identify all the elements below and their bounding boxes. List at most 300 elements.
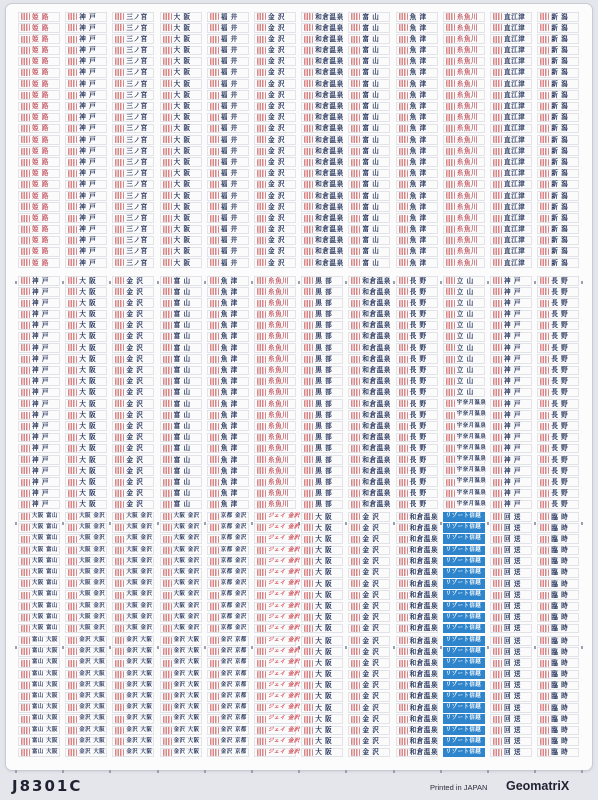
decal-strip: [112, 276, 154, 286]
printed-in-label: Printed in JAPAN: [430, 783, 488, 792]
destination-label: ジェイ 金沢: [268, 704, 300, 711]
stripe-mark-icon: [304, 248, 313, 255]
destination-label: 金 沢: [126, 343, 144, 352]
destination-label: 新 潟: [551, 12, 569, 21]
decal-strip: [18, 534, 60, 544]
decal-strip: [490, 444, 532, 454]
stripe-mark-icon: [493, 288, 502, 295]
destination-label: 和倉温泉: [409, 546, 438, 555]
destination-label: 和倉温泉: [362, 455, 391, 464]
stripe-mark-icon: [446, 136, 455, 143]
stripe-mark-icon: [68, 423, 77, 430]
decal-strip: [490, 647, 532, 657]
destination-label: 和倉温泉: [409, 726, 438, 734]
decal-strip: [301, 455, 343, 465]
decal-strip: [301, 276, 343, 286]
stripe-mark-icon: [257, 356, 266, 363]
destination-label: 糸魚川: [456, 57, 479, 66]
destination-label: 神 戸: [79, 46, 97, 55]
decal-strip: [537, 636, 579, 646]
decal-column: [207, 636, 249, 759]
stripe-mark-icon: [493, 125, 502, 132]
stripe-mark-icon: [21, 170, 30, 177]
destination-label: 長 野: [409, 433, 427, 442]
destination-label: 直江津: [504, 46, 526, 55]
decal-column: [65, 12, 107, 269]
stripe-mark-icon: [257, 625, 266, 632]
destination-label: 新 潟: [551, 157, 569, 166]
stripe-mark-icon: [446, 192, 455, 199]
stripe-mark-icon: [68, 378, 77, 385]
destination-label: 神 戸: [504, 466, 521, 475]
stripe-mark-icon: [304, 558, 313, 565]
decal-strip: [18, 90, 60, 100]
decal-strip: [18, 202, 60, 212]
stripe-mark-icon: [540, 603, 549, 610]
destination-label: ジェイ 金沢: [268, 637, 300, 644]
decal-column: [254, 276, 296, 511]
decal-strip: [490, 692, 532, 702]
decal-column: [207, 512, 249, 635]
decal-strip: [112, 703, 154, 713]
registration-tick: [440, 770, 442, 773]
destination-label: 長 野: [409, 287, 427, 296]
stripe-mark-icon: [21, 215, 30, 222]
decal-strip: [207, 180, 249, 190]
stripe-mark-icon: [68, 148, 77, 155]
decal-strip: [396, 191, 438, 201]
stripe-mark-icon: [540, 311, 549, 318]
stripe-mark-icon: [210, 423, 219, 430]
destination-label: 和倉温泉: [362, 399, 391, 408]
decal-strip: [160, 602, 202, 612]
stripe-mark-icon: [540, 136, 549, 143]
destination-label: 金沢 大阪: [126, 670, 153, 677]
stripe-mark-icon: [399, 660, 408, 667]
destination-label: 宇奈月温泉: [456, 500, 487, 507]
stripe-mark-icon: [304, 367, 313, 374]
destination-label: 金沢 大阪: [79, 681, 106, 688]
stripe-mark-icon: [163, 259, 172, 266]
decal-strip: [537, 23, 579, 33]
stripe-mark-icon: [493, 367, 502, 374]
destination-label: 魚 津: [409, 90, 427, 99]
stripe-mark-icon: [351, 501, 360, 508]
decal-strip: [112, 225, 154, 235]
destination-label: 大 阪: [315, 523, 333, 532]
destination-label: 大 阪: [79, 455, 97, 464]
decal-strip: [443, 433, 485, 443]
decal-strip: [254, 180, 296, 190]
decal-strip: [207, 247, 249, 257]
destination-label: 金 沢: [362, 534, 380, 543]
stripe-mark-icon: [68, 660, 77, 667]
decal-strip: [490, 90, 532, 100]
destination-label: 糸魚川: [268, 489, 290, 498]
decal-strip: [396, 247, 438, 257]
destination-label: 大阪 金沢: [173, 602, 200, 609]
destination-label: 神 戸: [504, 377, 521, 386]
stripe-mark-icon: [540, 125, 549, 132]
destination-label: 神 戸: [32, 321, 49, 330]
decal-strip: [490, 636, 532, 646]
destination-label: 金 沢: [268, 124, 285, 133]
decal-strip: [160, 102, 202, 112]
decal-strip: [396, 455, 438, 465]
decal-strip: [65, 124, 107, 134]
decal-strip: [112, 523, 154, 533]
stripe-mark-icon: [21, 423, 30, 430]
stripe-mark-icon: [257, 181, 266, 188]
destination-label: 和倉温泉: [409, 748, 438, 757]
destination-label: 大阪 金沢: [173, 580, 200, 587]
destination-label: 神 戸: [32, 377, 49, 386]
destination-label: 大 阪: [315, 658, 333, 667]
stripe-mark-icon: [446, 367, 455, 374]
decal-strip: [18, 388, 60, 398]
decal-strip: [537, 523, 579, 533]
stripe-mark-icon: [21, 237, 30, 244]
destination-label: 糸魚川: [456, 68, 479, 77]
destination-label: 大阪 富山: [32, 624, 58, 631]
decal-strip: [254, 298, 296, 308]
destination-label: 和倉温泉: [315, 124, 344, 133]
destination-label: 直江津: [504, 225, 526, 234]
decal-strip: [207, 748, 249, 758]
decal-strip: [207, 124, 249, 134]
stripe-mark-icon: [540, 592, 549, 599]
destination-label: 大阪 富山: [32, 591, 58, 598]
stripe-mark-icon: [68, 614, 77, 621]
stripe-mark-icon: [351, 36, 360, 43]
destination-label: 大阪 金沢: [79, 557, 106, 564]
decal-strip: [65, 534, 107, 544]
decal-strip: [348, 388, 390, 398]
destination-label: 和倉温泉: [409, 681, 438, 690]
decal-strip: [160, 287, 202, 297]
stripe-mark-icon: [163, 490, 172, 497]
stripe-mark-icon: [210, 467, 219, 474]
decal-strip: [348, 57, 390, 67]
stripe-mark-icon: [163, 47, 172, 54]
decal-strip: [112, 557, 154, 567]
stripe-mark-icon: [351, 389, 360, 396]
destination-label: ジェイ 金沢: [268, 557, 300, 564]
stripe-mark-icon: [115, 92, 124, 99]
destination-label: 立 山: [456, 377, 474, 386]
destination-label: 直江津: [504, 191, 526, 200]
decal-strip: [348, 90, 390, 100]
decal-strip: [65, 410, 107, 420]
decal-strip: [254, 568, 300, 578]
destination-label: 姫 路: [32, 180, 49, 189]
stripe-mark-icon: [210, 80, 219, 87]
decal-strip: [348, 191, 390, 201]
stripe-mark-icon: [68, 136, 77, 143]
stripe-mark-icon: [493, 148, 502, 155]
destination-label: リゾート信越: [445, 513, 482, 520]
registration-tick: [487, 770, 489, 773]
stripe-mark-icon: [351, 237, 360, 244]
destination-label: 金沢 大阪: [126, 704, 153, 711]
destination-label: 和倉温泉: [362, 444, 391, 453]
stripe-mark-icon: [399, 148, 408, 155]
decal-strip: [160, 46, 202, 56]
decal-strip: [490, 124, 532, 134]
decal-strip: [301, 444, 343, 454]
stripe-mark-icon: [540, 248, 549, 255]
destination-label: 立 山: [456, 276, 474, 285]
destination-label: 姫 路: [32, 135, 49, 144]
decal-strip: [348, 647, 390, 657]
destination-label: 大阪 金沢: [126, 513, 153, 520]
stripe-mark-icon: [493, 536, 502, 543]
stripe-mark-icon: [163, 36, 172, 43]
decal-strip: [490, 534, 532, 544]
stripe-mark-icon: [493, 513, 502, 520]
destination-label: 黒 部: [315, 321, 333, 330]
stripe-mark-icon: [540, 716, 549, 723]
registration-tick: [15, 770, 17, 773]
decal-strip: [65, 523, 107, 533]
decal-strip: [348, 146, 390, 156]
destination-label: 長 野: [409, 455, 427, 464]
destination-label: 大 阪: [79, 500, 97, 509]
decal-strip: [254, 377, 296, 387]
decal-strip: [301, 135, 343, 145]
stripe-mark-icon: [540, 170, 549, 177]
decal-strip: [254, 343, 296, 353]
decal-strip: [160, 421, 202, 431]
destination-label: 直江津: [504, 113, 526, 122]
decal-strip: [207, 34, 249, 44]
decal-strip: [443, 489, 485, 499]
decal-strip: [254, 157, 296, 167]
destination-label: 姫 路: [32, 146, 49, 155]
decal-strip: [18, 310, 60, 320]
destination-label: 神 戸: [32, 332, 49, 341]
stripe-mark-icon: [446, 92, 455, 99]
destination-label: 福 井: [220, 12, 238, 21]
destination-label: 金沢 大阪: [79, 693, 106, 700]
stripe-mark-icon: [21, 704, 30, 711]
decal-strip: [301, 247, 343, 257]
decal-strip: [443, 444, 485, 454]
stripe-mark-icon: [257, 479, 266, 486]
destination-label: 大阪 金沢: [173, 591, 200, 598]
decal-strip: [348, 433, 390, 443]
destination-label: リゾート信越: [445, 524, 482, 531]
destination-label: 黒 部: [315, 489, 333, 498]
decal-strip: [490, 748, 532, 758]
stripe-mark-icon: [115, 490, 124, 497]
stripe-mark-icon: [257, 36, 266, 43]
stripe-mark-icon: [304, 671, 313, 678]
destination-label: 和倉温泉: [409, 714, 438, 723]
destination-label: 和倉温泉: [315, 34, 344, 43]
decal-strip: [537, 714, 579, 724]
destination-label: 黒 部: [315, 466, 333, 475]
stripe-mark-icon: [540, 237, 549, 244]
stripe-mark-icon: [540, 456, 549, 463]
stripe-mark-icon: [210, 344, 219, 351]
stripe-mark-icon: [399, 467, 408, 474]
decal-strip: [254, 135, 296, 145]
stripe-mark-icon: [68, 637, 77, 644]
stripe-mark-icon: [351, 170, 360, 177]
destination-label: 金 沢: [126, 489, 144, 498]
destination-label: 金 沢: [268, 57, 285, 66]
stripe-mark-icon: [115, 226, 124, 233]
decal-strip: [112, 647, 154, 657]
destination-label: 臨 時: [551, 636, 569, 645]
destination-label: 糸魚川: [456, 12, 479, 21]
decal-strip: [301, 658, 343, 668]
stripe-mark-icon: [399, 558, 408, 565]
decal-column: [18, 512, 60, 635]
decal-strip: [112, 512, 154, 522]
decal-strip: [348, 225, 390, 235]
decal-column: [348, 276, 390, 511]
decal-strip: [18, 332, 60, 342]
stripe-mark-icon: [493, 226, 502, 233]
decal-strip: [65, 310, 107, 320]
destination-label: ジェイ 金沢: [268, 726, 300, 733]
decal-strip: [18, 146, 60, 156]
destination-label: 糸魚川: [268, 433, 290, 442]
destination-label: 大 阪: [315, 714, 333, 723]
destination-label: 大阪 富山: [32, 602, 58, 609]
destination-label: 大 阪: [173, 135, 191, 144]
stripe-mark-icon: [540, 69, 549, 76]
stripe-mark-icon: [399, 513, 408, 520]
stripe-mark-icon: [257, 660, 266, 667]
decal-strip: [443, 169, 485, 179]
stripe-mark-icon: [257, 203, 266, 210]
destination-label: 魚 津: [220, 377, 238, 386]
destination-label: 大阪 金沢: [126, 624, 153, 631]
stripe-mark-icon: [21, 333, 30, 340]
destination-label: 新 潟: [551, 113, 569, 122]
stripe-mark-icon: [540, 159, 549, 166]
stripe-mark-icon: [304, 125, 313, 132]
destination-label: 和倉温泉: [315, 12, 344, 21]
decal-strip: [537, 489, 579, 499]
stripe-mark-icon: [163, 671, 172, 678]
stripe-mark-icon: [115, 322, 124, 329]
decal-strip: [396, 388, 438, 398]
destination-label: 糸魚川: [268, 298, 290, 307]
decal-strip: [254, 726, 300, 736]
stripe-mark-icon: [351, 648, 360, 655]
stripe-mark-icon: [68, 501, 77, 508]
stripe-mark-icon: [446, 58, 455, 65]
decal-strip: [65, 455, 107, 465]
destination-label: 京都 金沢: [220, 569, 247, 576]
destination-label: 金沢 大阪: [79, 648, 106, 655]
stripe-mark-icon: [210, 580, 219, 587]
destination-label: 金沢 大阪: [79, 704, 106, 711]
destination-label: 直江津: [504, 169, 526, 178]
decal-strip: [112, 489, 154, 499]
destination-label: 金沢 京都: [220, 693, 247, 700]
stripe-mark-icon: [446, 24, 455, 31]
destination-label: 神 戸: [79, 213, 97, 222]
destination-label: 大 阪: [173, 157, 191, 166]
decal-strip: [254, 410, 296, 420]
destination-label: 大 阪: [79, 321, 97, 330]
stripe-mark-icon: [257, 445, 266, 452]
stripe-mark-icon: [540, 727, 549, 734]
destination-label: 新 潟: [551, 225, 569, 234]
decal-strip: [112, 202, 154, 212]
stripe-mark-icon: [304, 69, 313, 76]
decal-strip: [301, 557, 343, 567]
stripe-mark-icon: [68, 580, 77, 587]
stripe-mark-icon: [21, 501, 30, 508]
decal-strip: [160, 500, 202, 510]
destination-label: 直江津: [504, 146, 526, 155]
stripe-mark-icon: [210, 277, 219, 284]
decal-column: [112, 512, 154, 635]
destination-label: 福 井: [220, 102, 238, 110]
decal-strip: [490, 180, 532, 190]
stripe-mark-icon: [493, 13, 502, 20]
decal-strip: [443, 236, 485, 246]
decal-strip: [537, 169, 579, 179]
stripe-mark-icon: [163, 749, 172, 756]
destination-label: リゾート信越: [445, 602, 482, 609]
decal-strip: [348, 500, 390, 510]
decal-strip: [443, 135, 485, 145]
stripe-mark-icon: [68, 333, 77, 340]
destination-label: 大 阪: [173, 225, 191, 234]
stripe-mark-icon: [399, 215, 408, 222]
destination-label: 金沢 大阪: [79, 726, 106, 733]
stripe-mark-icon: [115, 125, 124, 132]
decal-strip: [160, 624, 202, 634]
destination-label: 京都 金沢: [220, 580, 247, 587]
destination-label: 三ノ宮: [126, 157, 148, 166]
destination-label: ジェイ 金沢: [268, 715, 300, 722]
destination-label: 宇奈月温泉: [456, 478, 487, 485]
stripe-mark-icon: [446, 423, 455, 430]
destination-label: 富山 大阪: [32, 726, 58, 733]
stripe-mark-icon: [68, 181, 77, 188]
decal-strip: [18, 568, 60, 578]
stripe-mark-icon: [115, 259, 124, 266]
decal-strip: [396, 343, 438, 353]
stripe-mark-icon: [163, 693, 172, 700]
destination-label: 三ノ宮: [126, 146, 148, 155]
destination-label: 金 沢: [268, 247, 285, 256]
destination-label: 新 潟: [551, 68, 569, 77]
destination-label: 福 井: [220, 146, 238, 155]
destination-label: 大 阪: [315, 636, 333, 645]
decal-strip: [396, 213, 438, 223]
decal-strip: [18, 287, 60, 297]
stripe-mark-icon: [163, 237, 172, 244]
destination-label: 臨 時: [551, 512, 569, 521]
decal-strip: [396, 146, 438, 156]
destination-label: 和倉温泉: [362, 276, 391, 285]
decal-column: [65, 276, 107, 511]
stripe-mark-icon: [210, 501, 219, 508]
destination-label: 大 阪: [79, 343, 97, 352]
stripe-mark-icon: [68, 259, 77, 266]
stripe-mark-icon: [257, 47, 266, 54]
decal-strip: [396, 202, 438, 212]
